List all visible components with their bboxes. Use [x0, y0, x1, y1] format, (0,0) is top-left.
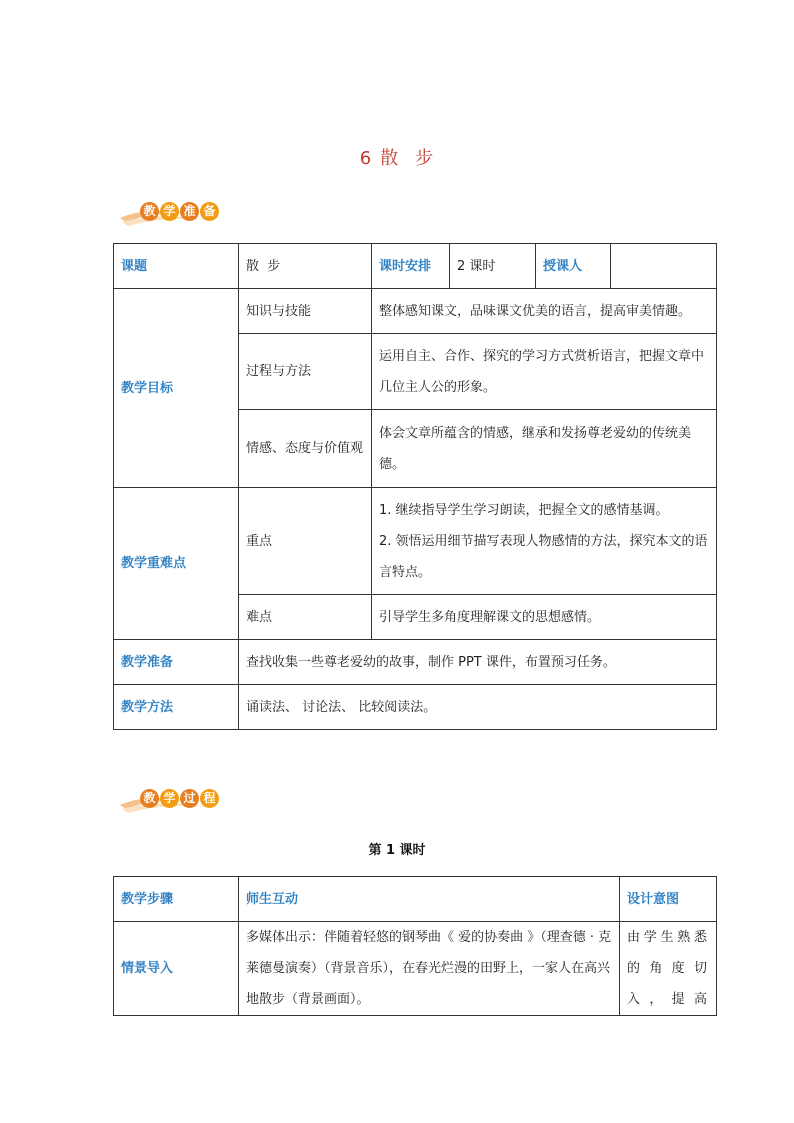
teacher-value	[611, 244, 717, 289]
difficulty-text: 引导学生多角度理解课文的思想感情。	[372, 595, 717, 640]
section-badge-teaching-prep	[118, 196, 248, 230]
goal-name: 情感、态度与价值观	[239, 410, 372, 488]
title-char-1: 散	[380, 148, 400, 169]
badge-char: 教	[140, 202, 159, 221]
goal-text: 体会文章所蕴含的情感，继承和发扬尊老爱幼的传统美德。	[372, 410, 717, 488]
topic-value: 散 步	[239, 244, 372, 289]
title-char-2: 步	[415, 148, 435, 169]
keypoints-label: 教学重难点	[114, 488, 239, 640]
badge-char: 备	[200, 202, 219, 221]
title-number: 6	[359, 148, 373, 169]
teaching-prep-table	[113, 243, 717, 730]
method-label: 教学方法	[114, 685, 239, 730]
badge-char: 学	[160, 789, 179, 808]
col-header-interaction: 师生互动	[239, 877, 620, 922]
step-name: 情景导入	[114, 922, 239, 1016]
key-item: 1. 继续指导学生学习朗读，把握全文的感情基调。	[379, 502, 669, 518]
badge-char: 教	[140, 789, 159, 808]
badge-char: 学	[160, 202, 179, 221]
period-title: 第 1 课时	[368, 843, 426, 858]
method-text: 诵读法、 讨论法、 比较阅读法。	[239, 685, 717, 730]
teaching-process-table	[113, 876, 717, 1016]
goal-name: 过程与方法	[239, 334, 372, 410]
intent-text: 由学生熟悉的角度切入，提高	[620, 922, 717, 1016]
interaction-text: 多媒体出示：伴随着轻悠的钢琴曲《 爱的协奏曲 》（理查德 · 克莱德曼演奏）（背景音乐），在春光烂漫的田野上，一家人在高兴地散步（背景画面）。	[239, 922, 620, 1016]
badge-char: 过	[180, 789, 199, 808]
schedule-value: 2 课时	[450, 244, 536, 289]
key-item: 2. 领悟运用细节描写表现人物感情的方法，探究本文的语言特点。	[379, 533, 708, 580]
goals-label: 教学目标	[114, 289, 239, 488]
document-title	[0, 144, 794, 170]
key-name: 重点	[239, 488, 372, 595]
topic-label: 课题	[114, 244, 239, 289]
schedule-label: 课时安排	[372, 244, 450, 289]
key-items	[372, 488, 717, 595]
prep-label: 教学准备	[114, 640, 239, 685]
goal-name: 知识与技能	[239, 289, 372, 334]
goal-text: 整体感知课文，品味课文优美的语言，提高审美情趣。	[372, 289, 717, 334]
col-header-steps: 教学步骤	[114, 877, 239, 922]
goal-text: 运用自主、合作、探究的学习方式赏析语言，把握文章中几位主人公的形象。	[372, 334, 717, 410]
badge-char: 准	[180, 202, 199, 221]
badge-char: 程	[200, 789, 219, 808]
difficulty-name: 难点	[239, 595, 372, 640]
col-header-intent: 设计意图	[620, 877, 717, 922]
teacher-label: 授课人	[536, 244, 611, 289]
prep-text: 查找收集一些尊老爱幼的故事，制作 PPT 课件，布置预习任务。	[239, 640, 717, 685]
section-badge-teaching-process	[118, 783, 248, 817]
